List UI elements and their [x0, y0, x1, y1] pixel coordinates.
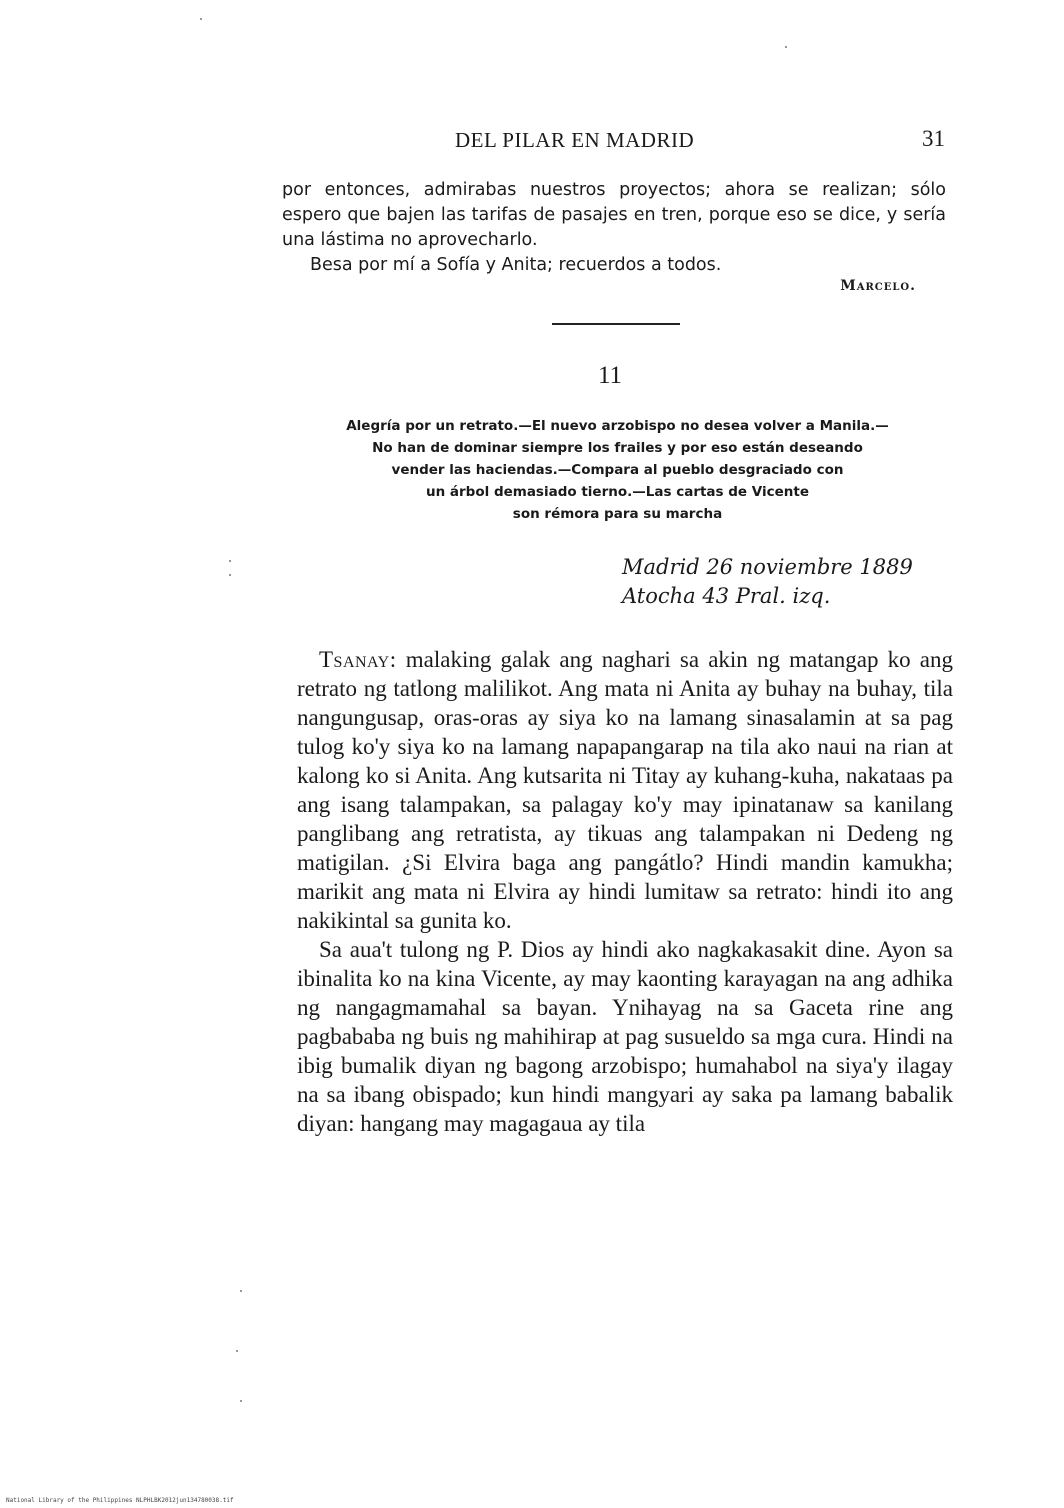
- summary-line: son rémora para su marcha: [512, 506, 723, 522]
- letter-body: [297, 645, 953, 1138]
- scan-speck: [240, 1290, 242, 1292]
- paragraph-1-text: malaking galak ang naghari sa akin ng matangap ko ang retrato ng tatlong malilikot. Ang mata ni Anita ay buhay na buhay, tila nangungusap, oras-oras ay siya ko na lamang sinasalamin at sa pag tulog ko'y siya ko na lamang napapangarap na tila ako naui na rian at kalong ko si Anita. Ang kutsarita ni Titay ay kuhang-kuha, nakataas pa ang isang talampakan, sa palagay ko'y may ipinatanaw sa kanilang panglibang ang retratista, ay tikuas ang talampakan ni Dedeng ng matigilan. ¿Si Elvira baga ang pangátlo? Hindi mandin kamukha; marikit ang mata ni Elvira ay hindi lumitaw sa retrato: hindi ito ang nakikintal sa gunita ko.: [297, 647, 953, 933]
- scan-speck: [229, 574, 231, 576]
- salutation: Tsanay:: [319, 647, 397, 672]
- previous-letter-closing: Besa por mí a Sofía y Anita; recuerdos a todos.: [310, 255, 722, 275]
- dateline-place-date: Madrid 26 noviembre 1889: [622, 555, 913, 579]
- previous-letter-text: por entonces, admirabas nuestros proyectos; ahora se realizan; sólo espero que bajen las tarifas de pasajes en tren, porque eso se dice, y sería una lástima no aprovecharlo.: [282, 180, 946, 250]
- scan-speck: [200, 18, 202, 20]
- dateline: [622, 553, 913, 611]
- scan-speck: [785, 46, 787, 48]
- summary-line: vender las haciendas.—Compara al pueblo desgraciado con: [391, 462, 844, 478]
- scan-footer-note: National Library of the Philippines NLPHLBK2012jun134780038.tif: [6, 1497, 234, 1504]
- section-divider: [552, 323, 680, 325]
- signature: Marcelo.: [840, 278, 916, 294]
- summary-line: Alegría por un retrato.—El nuevo arzobispo no desea volver a Manila.—: [346, 418, 889, 434]
- page-number: 31: [922, 126, 945, 151]
- scan-speck: [240, 1400, 242, 1402]
- body-paragraph: Sa aua't tulong ng P. Dios ay hindi ako nagkakasakit dine. Ayon sa ibinalita ko na kina Vicente, ay may kaonting karayagan na ang adhika ng nangagmamahal sa bayan. Ynihayag na sa Gaceta rine ang pagbababa ng buis ng mahihirap at pag susueldo sa mga cura. Hindi na ibig bumalik diyan ng bagong arzobispo; humahabol na siya'y ilagay na sa ibang obispado; kun hindi mangyari ay saka pa lamang babalik diyan: hangang may magagaua ay tila: [297, 937, 953, 1136]
- dateline-address: Atocha 43 Pral. izq.: [622, 584, 831, 608]
- running-title: DEL PILAR EN MADRID: [455, 128, 695, 152]
- letter-number: 11: [597, 362, 623, 389]
- letter-summary: [285, 415, 950, 525]
- previous-letter-ending: [282, 178, 946, 278]
- summary-line: No han de dominar siempre los frailes y por eso están deseando: [372, 440, 863, 456]
- scan-speck: [229, 560, 231, 562]
- page-header: [285, 128, 945, 158]
- scan-speck: [236, 1350, 238, 1352]
- body-paragraph: [297, 645, 953, 935]
- summary-line: un árbol demasiado tierno.—Las cartas de Vicente: [425, 484, 810, 500]
